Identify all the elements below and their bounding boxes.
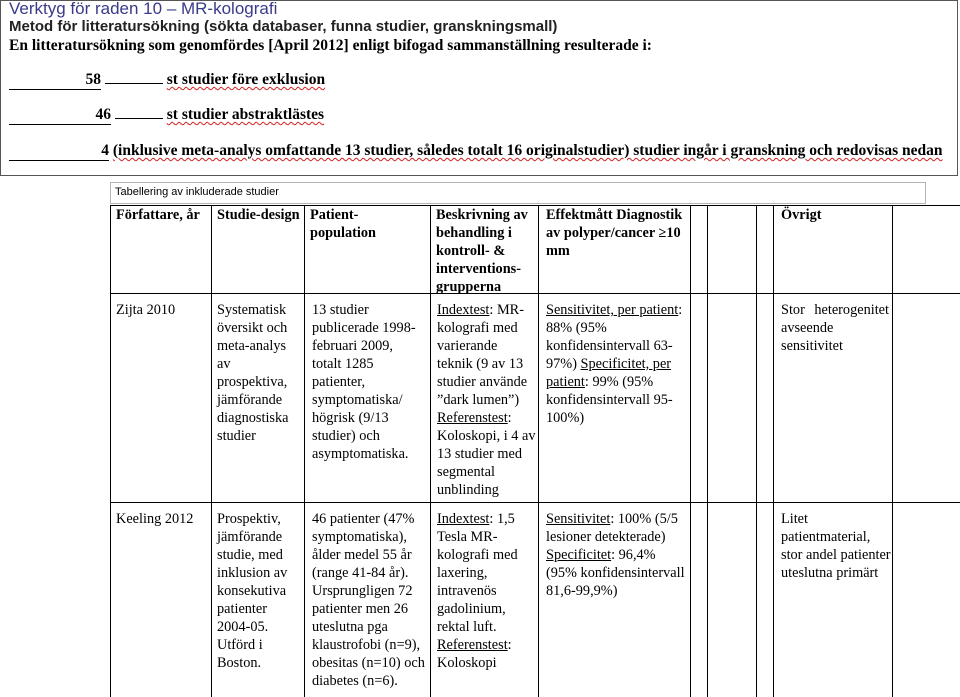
reference-test-label: Referenstest — [437, 410, 508, 426]
index-test-text: : MR-kolografi med varierande teknik (9 av 13 studier använde ”dark lumen”) — [437, 302, 528, 408]
row2-treatment — [437, 510, 536, 672]
row2-other: Litet patientmaterial, stor andel patienter uteslutna primärt — [781, 511, 891, 581]
header-author: Författare, år — [116, 207, 200, 223]
header-effect: Effektmått Diagnostik av polyper/cancer ≥10 mm — [546, 207, 683, 259]
count-text: st studier abstraktlästes — [166, 106, 325, 123]
specificity-label: Specificitet — [546, 547, 612, 563]
sensitivity-text: : 100% (5/5 lesioner detekterade) — [546, 511, 678, 545]
row1-population: 13 studier publicerade 1998-februari 2009, totalt 1285 patienter, symptomatiska/ högrisk (9/13 studier) och asymptomatiska. — [312, 302, 416, 462]
count-line-excluded — [9, 71, 325, 90]
row1-design: Systematisk översikt och meta-analys av prospektiva, jämförande diagnostiska studier — [217, 302, 289, 444]
method-heading: Metod för litteratursökning (sökta databaser, funna studier, granskningsmall) — [9, 18, 558, 35]
row1-effect — [546, 301, 688, 427]
count-line-abstracts — [9, 106, 324, 125]
count-text: (inklusive meta-analys omfattande 13 studier, således totalt 16 originalstudier) studier ingår i granskning och redovisas nedan — [112, 142, 943, 159]
index-test-text: : 1,5 Tesla MR-kolografi med laxering, intravenös gadolinium, rektal luft. — [437, 511, 518, 635]
row2-author: Keeling 2012 — [116, 511, 194, 527]
row1-treatment — [437, 301, 536, 499]
specificity-text: : 96,4% (95% konfidensintervall 81,6-99,9%) — [546, 547, 685, 599]
sensitivity-label: Sensitivitet, per patient — [546, 302, 679, 318]
row1-author: Zijta 2010 — [116, 302, 176, 318]
reference-test-text: : Koloskopi, i 4 av 13 studier med segmental unblinding — [437, 410, 536, 498]
header-other: Övrigt — [781, 207, 822, 223]
sensitivity-label: Sensitivitet — [546, 511, 611, 527]
sensitivity-text: : 88% (95% konfidensintervall 63-97%) — [546, 302, 683, 372]
specificity-text: : 99% (95% konfidensintervall 95-100%) — [546, 374, 673, 426]
table-caption: Tabellering av inkluderade studier — [110, 182, 926, 204]
specificity-label: Specificitet, per patient — [546, 356, 672, 390]
index-test-label: Indextest — [437, 302, 490, 318]
page-title: Verktyg för raden 10 – MR-kolografi — [9, 0, 278, 18]
row1-other: Stor heterogenitet avseende sensitivitet — [781, 302, 889, 354]
count-value: 4 — [9, 142, 109, 161]
count-text: st studier före exklusion — [166, 71, 326, 88]
index-test-label: Indextest — [437, 511, 490, 527]
row2-effect — [546, 510, 688, 600]
search-summary-box — [0, 0, 958, 176]
reference-test-label: Referenstest — [437, 637, 508, 653]
reference-test-text: : Koloskopi — [437, 637, 512, 671]
count-value: 58 — [9, 71, 101, 90]
row2-design: Prospektiv, jämförande studie, med inklusion av konsekutiva patienter 2004-05. Utförd i Boston. — [217, 511, 288, 671]
header-design: Studie-design — [217, 207, 300, 223]
row2-population: 46 patienter (47% symptomatiska), ålder medel 55 år (range 41-84 år). Ursprungligen 72 patienter men 26 uteslutna pga klaustrofobi (n=9), obesitas (n=10) och diabetes (n=6). — [312, 511, 425, 689]
header-treatment: Beskrivning av behandling i kontroll- & interventions-grupperna — [436, 207, 528, 295]
search-intro: En litteratursökning som genomfördes [April 2012] enligt bifogad sammanställning resulterade i: — [9, 37, 652, 54]
count-value: 46 — [9, 106, 111, 125]
header-population: Patient-population — [310, 207, 376, 241]
count-line-included — [9, 142, 942, 161]
